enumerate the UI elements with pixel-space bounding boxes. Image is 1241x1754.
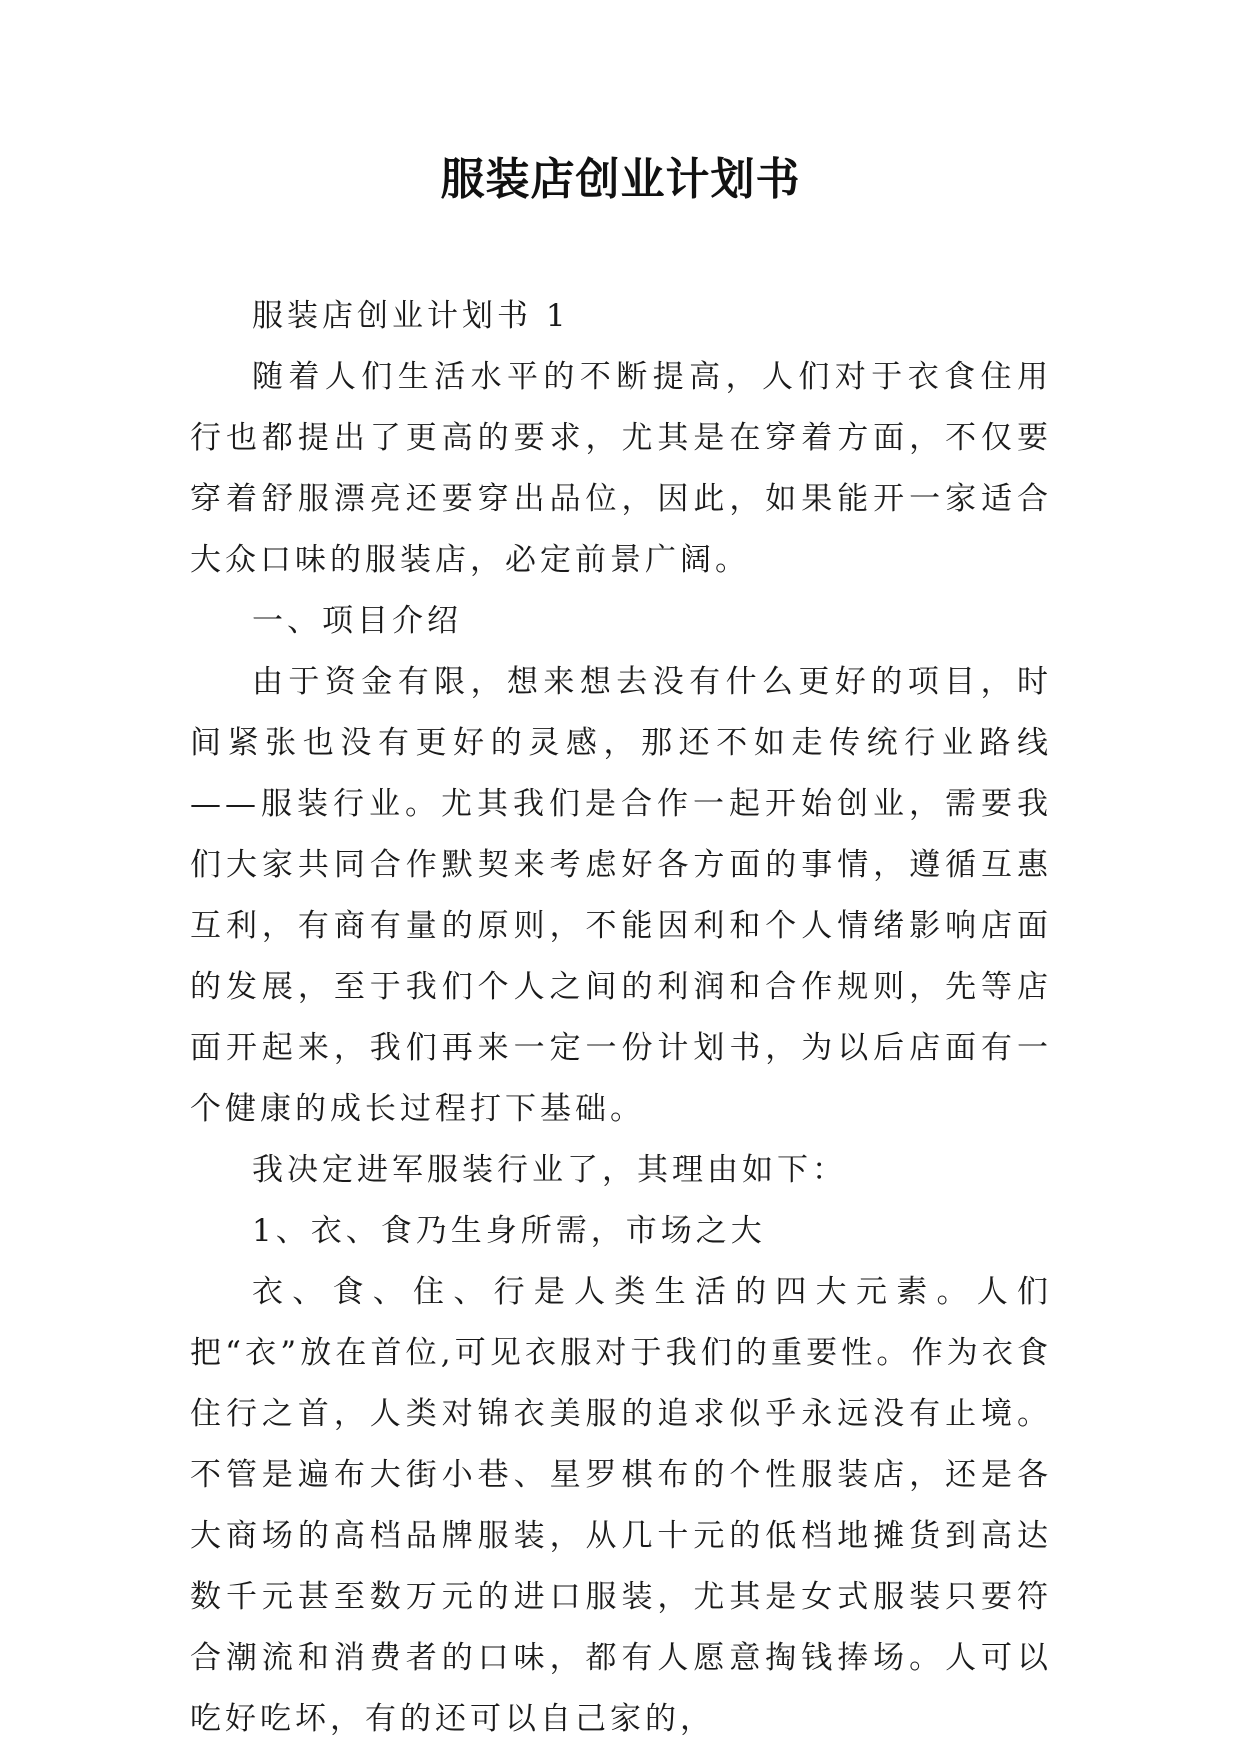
document-body <box>190 286 1052 1750</box>
paragraph-intro: 随着人们生活水平的不断提高，人们对于衣食住用行也都提出了更高的要求，尤其是在穿着方面，不仅要穿着舒服漂亮还要穿出品位，因此，如果能开一家适合大众口味的服装店，必定前景广阔。 <box>190 359 1052 578</box>
paragraph-project: 由于资金有限，想来想去没有什么更好的项目，时间紧张也没有更好的灵感，那还不如走传统行业路线——服装行业。尤其我们是合作一起开始创业，需要我们大家共同合作默契来考虑好各方面的事情，遵循互惠互利，有商有量的原则，不能因利和个人情绪影响店面的发展，至于我们个人之间的利润和合作规则，先等店面开起来，我们再来一定一份计划书，为以后店面有一个健康的成长过程打下基础。 <box>190 664 1052 1127</box>
section-heading-project: 一、项目介绍 <box>252 603 462 639</box>
subheading-plan-1: 服装店创业计划书 1 <box>252 298 570 334</box>
paragraph-reasons-lead: 我决定进军服装行业了，其理由如下： <box>252 1152 847 1188</box>
list-item-reason-1: 1、衣、食乃生身所需，市场之大 <box>252 1213 766 1249</box>
document-title: 服装店创业计划书 <box>440 154 801 205</box>
paragraph-reason-1-detail: 衣、食、住、行是人类生活的四大元素。人们把“衣”放在首位,可见衣服对于我们的重要性。作为衣食住行之首，人类对锦衣美服的追求似乎永远没有止境。不管是遍布大街小巷、星罗棋布的个性服装店，还是各大商场的高档品牌服装，从几十元的低档地摊货到高达数千元甚至数万元的进口服装，尤其是女式服装只要符合潮流和消费者的口味，都有人愿意掏钱捧场。人可以吃好吃坏，有的还可以自己家的， <box>190 1274 1052 1737</box>
